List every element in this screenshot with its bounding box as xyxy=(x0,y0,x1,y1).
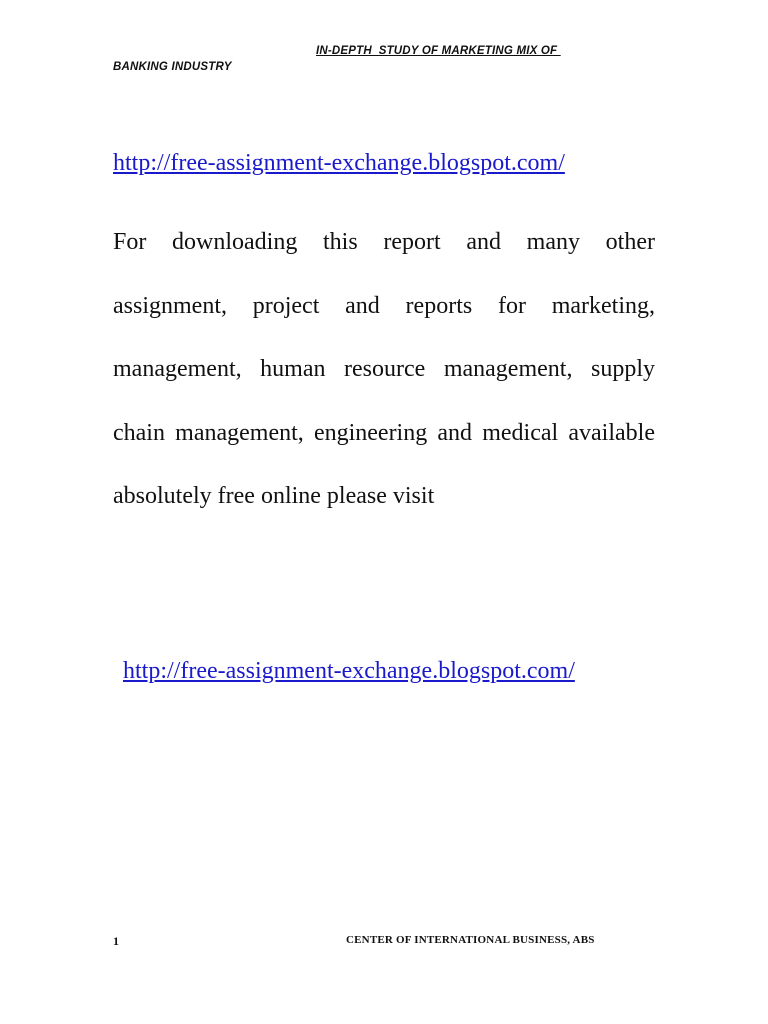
blog-link-top[interactable]: http://free-assignment-exchange.blogspot.com/ xyxy=(113,150,565,176)
body-paragraph: For downloading this report and many other assignment, project and reports for marketing, management, human resource management, supply chain management, engineering and medical available absolutely free online please visit xyxy=(113,229,655,509)
running-header-title: IN-DEPTH STUDY OF MARKETING MIX OF xyxy=(316,45,561,57)
running-header-subtitle: BANKING INDUSTRY xyxy=(113,61,232,73)
blog-link-bottom[interactable]: http://free-assignment-exchange.blogspot.com/ xyxy=(123,658,575,684)
page-number: 1 xyxy=(113,934,119,948)
footer-organization: CENTER OF INTERNATIONAL BUSINESS, ABS xyxy=(346,934,595,946)
